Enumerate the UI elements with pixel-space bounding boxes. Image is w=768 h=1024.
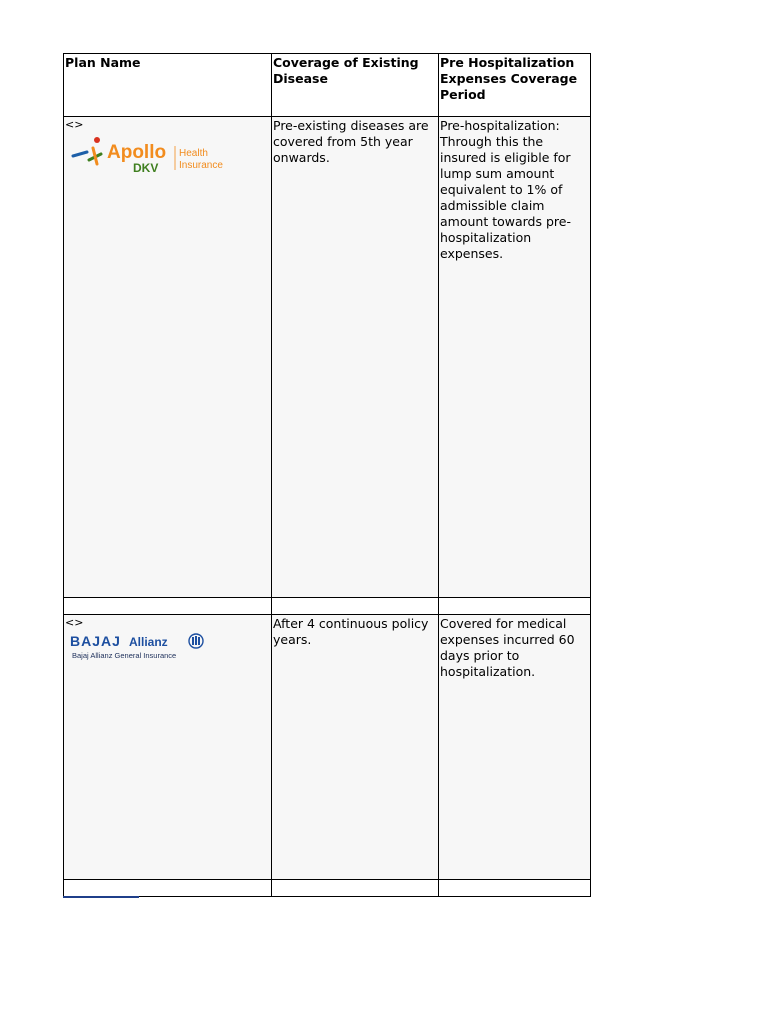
apollo-dkv-logo: [67, 134, 237, 174]
coverage-cell-bajaj: After 4 continuous policy years.: [272, 615, 439, 880]
table-spacer-row: [64, 880, 591, 897]
table-row-bajaj: [64, 615, 591, 880]
table-header-row: [64, 54, 591, 117]
link-underline-mark: [63, 896, 139, 898]
apollo-brand-text: Apollo: [107, 142, 167, 163]
plan-cell-bajaj: [64, 615, 272, 880]
bajaj-sub-text: Bajaj Allianz General Insurance: [72, 651, 177, 660]
coverage-cell-apollo: Pre-existing diseases are covered from 5th year onwards.: [272, 117, 439, 598]
bajaj-brand-text: BAJAJ: [70, 633, 121, 649]
image-alt-text: <>: [65, 118, 84, 131]
header-plan-name: Plan Name: [64, 54, 272, 117]
apollo-tagline-insurance: Insurance: [179, 160, 223, 171]
table-row-apollo: [64, 117, 591, 598]
header-pre-hospitalization: Pre Hospitalization Expenses Coverage Period: [439, 54, 591, 117]
image-alt-text: <>: [65, 616, 84, 629]
pre-hosp-cell-bajaj: Covered for medical expenses incurred 60 days prior to hospitalization.: [439, 615, 591, 880]
header-coverage-existing-disease: Coverage of Existing Disease: [272, 54, 439, 117]
table-spacer-row: [64, 598, 591, 615]
allianz-brand-text: Allianz: [129, 635, 168, 649]
bajaj-allianz-logo: [67, 632, 217, 662]
dkv-brand-text: DKV: [133, 161, 159, 174]
apollo-tagline-health: Health: [179, 148, 208, 159]
pre-hosp-cell-apollo: Pre-hospitalization: Through this the insured is eligible for lump sum amount equivalent to 1% of admissible claim amount towards pre-hospitalization expenses.: [439, 117, 591, 598]
insurance-plans-table: [63, 53, 591, 897]
plan-cell-apollo: [64, 117, 272, 598]
